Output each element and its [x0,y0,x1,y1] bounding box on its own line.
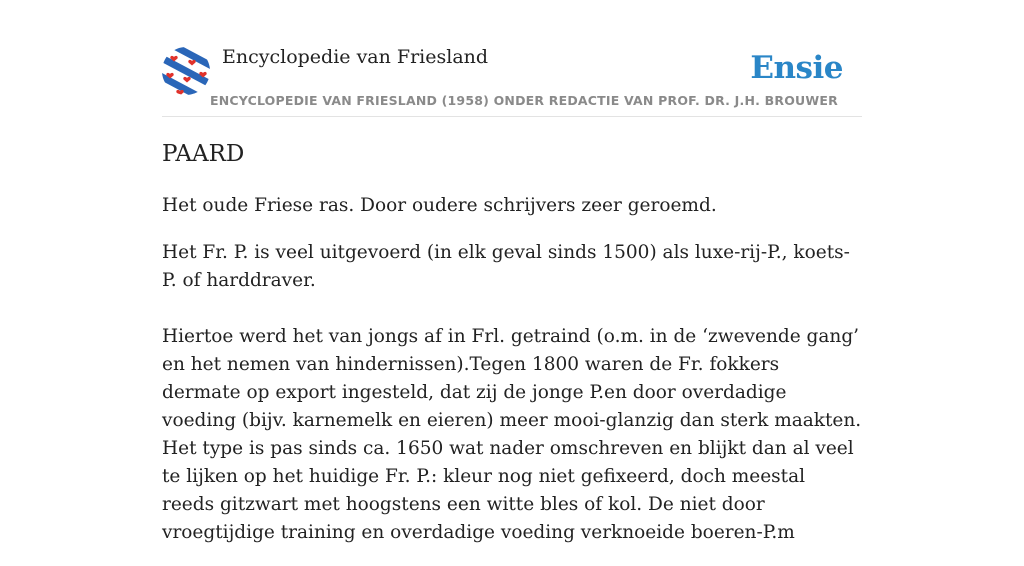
article-paragraph: Het oude Friese ras. Door oudere schrijvers zeer geroemd. [162,195,717,216]
article-title: PAARD [162,141,245,167]
site-title-link[interactable]: Encyclopedie van Friesland [222,46,489,68]
ensie-brand-logo[interactable]: Ensie [750,50,843,86]
page [162,0,862,543]
article-paragraph: Hiertoe werd het van jongs af in Frl. getraind (o.m. in de ‘zwevende gang’ en het nemen van hindernissen).Tegen 1800 waren de Fr. fokkers dermate op export ingesteld, dat zij de jonge P.en door overdadige voeding (bijv. karnemelk en eieren) meer mooi-glanzig dan sterk maakten. Het type is pas sinds ca. 1650 wat nader omschreven en blijkt dan al veel te lijken op het huidige Fr. P.: kleur nog niet gefixeerd, doch meestal reeds gitzwart met hoogstens een witte bles of kol. De niet door vroegtijdige training en overdadige voeding verknoeide boeren-P.m [162,326,862,543]
encyclopedia-subtitle: ENCYCLOPEDIE VAN FRIESLAND (1958) ONDER REDACTIE VAN PROF. DR. J.H. BROUWER [210,93,838,108]
site-header [162,0,862,117]
article-body [162,192,862,566]
frisian-flag-logo-icon[interactable] [162,47,210,95]
paragraph-break [162,295,862,323]
article-paragraph: Het Fr. P. is veel uitgevoerd (in elk geval sinds 1500) als luxe-rij-P., koets-P. of harddraver. [162,242,850,291]
